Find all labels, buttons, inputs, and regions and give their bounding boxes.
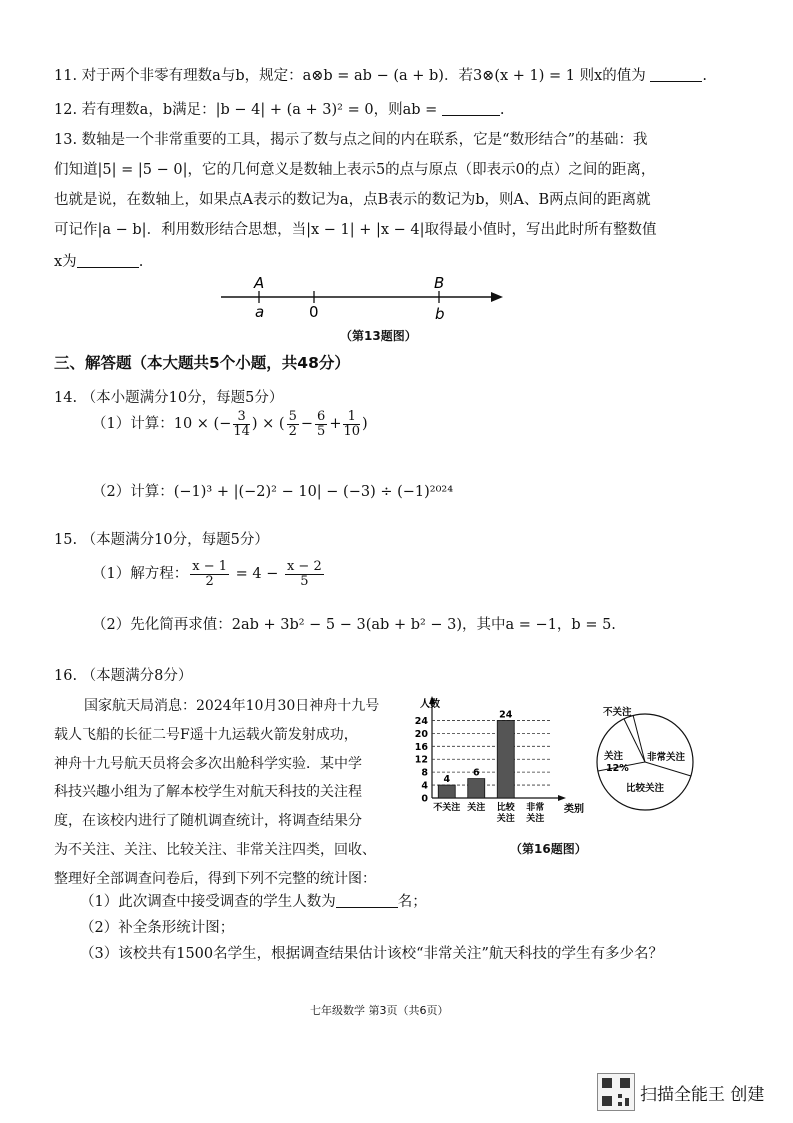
y-tick-label: 8 bbox=[421, 767, 428, 779]
pie-label-concerned: 关注 bbox=[604, 751, 624, 762]
fraction: $\frac{1}{10}$ bbox=[343, 409, 361, 439]
figure-13-caption: （第13题图） bbox=[340, 329, 417, 343]
pie-label-not-concerned: 不关注 bbox=[603, 707, 632, 718]
question-13-line-1: 13. 数轴是一个非常重要的工具，揭示了数与点之间的内在联系，它是“数形结合”的基础：我 bbox=[54, 132, 648, 148]
figure-16-caption: （第16题图） bbox=[510, 842, 587, 856]
fraction: $\frac{5}{2}$ bbox=[288, 409, 297, 439]
answer-blank bbox=[650, 67, 702, 83]
value-label-b: b bbox=[435, 305, 445, 322]
bar bbox=[468, 779, 485, 798]
bar-value-label: 4 bbox=[443, 774, 451, 786]
question-16-sub-2: （2）补全条形统计图； bbox=[80, 920, 235, 936]
section-heading: 三、解答题（本大题共5个小题，共48分） bbox=[54, 354, 350, 372]
arrow-right-icon bbox=[491, 292, 503, 302]
question-11-text: 11. 对于两个非零有理数a与b，规定：a⊗b = ab − (a + b)．若3⊗(x + 1) = 1 则x的值为 bbox=[54, 68, 646, 84]
point-label-B: B bbox=[434, 274, 445, 292]
x-tick-label: 关注 bbox=[526, 814, 545, 824]
x-tick-label: 不关注 bbox=[433, 803, 461, 813]
answer-blank bbox=[77, 253, 139, 269]
paragraph-line: 国家航天局消息：2024年10月30日神舟十九号 bbox=[84, 698, 380, 714]
question-16-sub-1: （1）此次调查中接受调查的学生人数为 名； bbox=[80, 894, 427, 910]
question-16-header: 16. （本题满分8分） bbox=[54, 668, 193, 684]
page-footer: 七年级数学 第3页（共6页） bbox=[310, 1004, 449, 1017]
bar bbox=[438, 785, 455, 798]
answer-blank bbox=[442, 101, 500, 117]
pie-label-fairly-concerned: 比较关注 bbox=[626, 783, 665, 794]
paragraph-line: 度，在该校内进行了随机调查统计，将调查结果分 bbox=[54, 813, 362, 830]
paragraph-line: 神舟十九号航天员将会多次出舱科学实验．某中学 bbox=[54, 755, 362, 772]
point-label-A: A bbox=[254, 274, 265, 292]
question-15-part-2: （2）先化简再求值：2ab + 3b² − 5 − 3(ab + b² − 3)，其中a = −1，b = 5. bbox=[92, 617, 616, 633]
scanner-watermark: 扫描全能王 创建 bbox=[640, 1085, 765, 1105]
bar bbox=[497, 720, 514, 798]
x-axis-label: 类别 bbox=[564, 804, 584, 815]
question-12-text: 12. 若有理数a，b满足：|b − 4| + (a + 3)² = 0，则ab = bbox=[54, 102, 438, 118]
question-13-line-4: 可记作|a − b|．利用数形结合思想，当|x − 1| + |x − 4|取得最小值时，写出此时所有整数值 bbox=[54, 222, 657, 238]
value-label-zero: 0 bbox=[309, 303, 319, 321]
y-tick-label: 16 bbox=[414, 741, 428, 753]
fraction: $\frac{3}{14}$ bbox=[233, 409, 250, 439]
y-tick-label: 24 bbox=[414, 715, 428, 727]
paragraph-line: 整理好全部调查问卷后，得到下列不完整的统计图： bbox=[54, 870, 376, 887]
y-tick-label: 4 bbox=[421, 780, 428, 792]
x-tick-label: 关注 bbox=[467, 803, 486, 813]
question-13-line-3: 也就是说，在数轴上，如果点A表示的数记为a，点B表示的数记为b，则A、B两点间的距离就 bbox=[54, 192, 651, 208]
bar-chart bbox=[405, 694, 590, 834]
fraction: $\frac{x - 2}{5}$ bbox=[286, 559, 322, 589]
bar-value-label: 24 bbox=[499, 709, 513, 721]
pie-label-percent: 12% bbox=[606, 763, 629, 774]
x-axis-arrow-icon bbox=[558, 795, 566, 801]
x-tick-label: 比较 bbox=[496, 803, 515, 813]
fraction: $\frac{6}{5}$ bbox=[317, 409, 326, 439]
question-15-part-1: （1）解方程： $\frac{x - 1}{2}$ = 4 − $\frac{x - 2}{5}$ bbox=[92, 559, 322, 589]
question-14-part-2: （2）计算：(−1)³ + |(−2)² − 10| − (−3) ÷ (−1)²⁰²⁴ bbox=[92, 484, 454, 500]
answer-blank bbox=[336, 893, 398, 909]
x-tick-label: 非常 bbox=[526, 803, 545, 813]
pie-label-very-concerned: 非常关注 bbox=[647, 752, 686, 763]
paragraph-line: 为不关注、关注、比较关注、非常关注四类，回收、 bbox=[54, 841, 376, 858]
qr-code-icon bbox=[597, 1073, 635, 1111]
number-line-figure bbox=[215, 272, 515, 322]
question-11: 11. 对于两个非零有理数a与b，规定：a⊗b = ab − (a + b)．若3⊗(x + 1) = 1 则x的值为 . bbox=[54, 68, 707, 84]
y-axis-label: 人数 bbox=[420, 699, 440, 710]
y-tick-label: 0 bbox=[421, 793, 428, 805]
y-tick-label: 20 bbox=[414, 728, 428, 740]
paragraph-line: 科技兴趣小组为了解本校学生对航天科技的关注程 bbox=[54, 784, 362, 801]
question-14-part-1: （1）计算：10 × (− $\frac{3}{14}$ ) × ( $\frac{5}{2}$ − $\frac{6}{5}$ + $\frac{1}{10}$ ) bbox=[92, 409, 368, 439]
question-16-paragraph bbox=[54, 692, 414, 894]
pie-chart bbox=[590, 700, 710, 820]
question-12: 12. 若有理数a，b满足：|b − 4| + (a + 3)² = 0，则ab = . bbox=[54, 102, 505, 118]
question-13-line-5: x为 . bbox=[54, 254, 144, 270]
y-tick-label: 12 bbox=[414, 754, 428, 766]
fraction: $\frac{x - 1}{2}$ bbox=[192, 559, 227, 589]
paragraph-line: 载人飞船的长征二号F遥十九运载火箭发射成功， bbox=[54, 726, 358, 743]
question-16-sub-3: （3）该校共有1500名学生，根据调查结果估计该校“非常关注”航天科技的学生有多少名？ bbox=[80, 946, 663, 962]
x-tick-label: 关注 bbox=[496, 814, 515, 824]
question-15-header: 15. （本题满分10分，每题5分） bbox=[54, 532, 269, 548]
value-label-a: a bbox=[255, 303, 265, 321]
question-13-line-2: 们知道|5| = |5 − 0|，它的几何意义是数轴上表示5的点与原点（即表示0的点）之间的距离， bbox=[54, 162, 656, 178]
bar-value-label: 6 bbox=[472, 767, 480, 779]
question-14-header: 14. （本小题满分10分，每题5分） bbox=[54, 390, 284, 406]
